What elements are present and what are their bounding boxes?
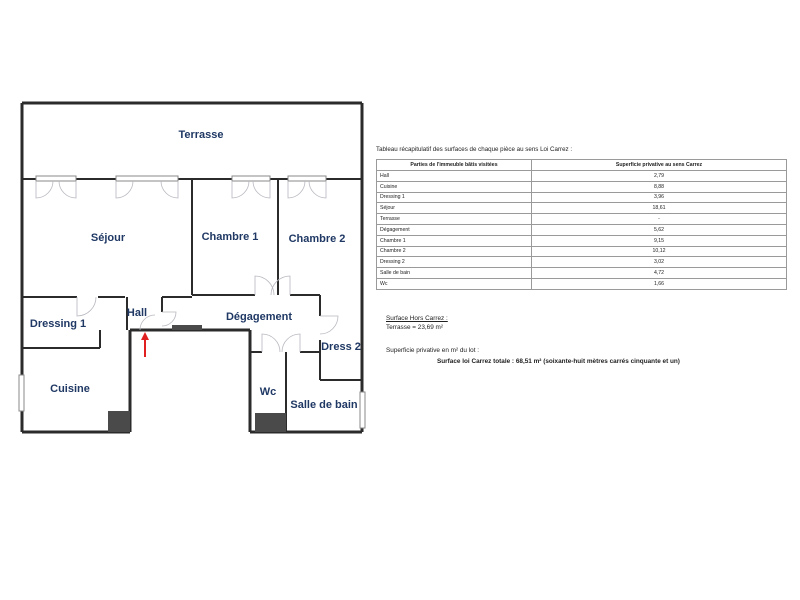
area-cell: 10,12 — [532, 246, 787, 257]
table-header-row — [377, 160, 787, 171]
table-row — [377, 235, 787, 246]
room-label-dress-2: Dress 2 — [321, 341, 361, 353]
table-row — [377, 203, 787, 214]
table-row — [377, 224, 787, 235]
column-header-rooms: Parties de l'immeuble bâtis visitées — [377, 160, 532, 171]
room-name-cell: Cuisine — [377, 181, 532, 192]
area-cell: - — [532, 214, 787, 225]
room-label-terrasse: Terrasse — [178, 129, 224, 141]
table-row — [377, 278, 787, 289]
room-name-cell: Séjour — [377, 203, 532, 214]
room-name-cell: Hall — [377, 171, 532, 182]
room-name-cell: Salle de bain — [377, 268, 532, 279]
surface-table — [376, 159, 787, 290]
room-name-cell: Dressing 2 — [377, 257, 532, 268]
room-label-degagement: Dégagement — [225, 311, 293, 323]
surface-summary — [376, 146, 796, 365]
area-cell: 4,72 — [532, 268, 787, 279]
room-label-dressing-1: Dressing 1 — [29, 318, 87, 330]
superficie-label: Superficie privative en m² du lot : — [386, 347, 480, 354]
room-label-chambre-1: Chambre 1 — [201, 231, 259, 243]
room-label-sejour: Séjour — [90, 232, 126, 244]
table-row — [377, 181, 787, 192]
total-carrez: Surface loi Carrez totale : 68,51 m² (soixante-huit mètres carrés cinquante et un) — [437, 358, 680, 365]
hors-carrez-value: Terrasse = 23,69 m² — [386, 324, 444, 331]
table-row — [377, 171, 787, 182]
table-row — [377, 246, 787, 257]
shafts — [108, 325, 286, 432]
hors-carrez-title: Surface Hors Carrez : — [386, 315, 448, 322]
table-row — [377, 192, 787, 203]
entrance-arrow-icon — [141, 332, 149, 357]
room-label-wc: Wc — [259, 386, 277, 398]
table-caption: Tableau récapitulatif des surfaces de chaque pièce au sens Loi Carrez : — [376, 146, 573, 153]
room-name-cell: Chambre 2 — [377, 246, 532, 257]
table-row — [377, 268, 787, 279]
table-row — [377, 257, 787, 268]
table-row — [377, 214, 787, 225]
floor-plan — [0, 0, 370, 440]
area-cell: 2,79 — [532, 171, 787, 182]
room-name-cell: Dressing 1 — [377, 192, 532, 203]
hors-carrez-block — [386, 314, 448, 332]
room-label-chambre-2: Chambre 2 — [288, 233, 346, 245]
area-cell: 18,61 — [532, 203, 787, 214]
area-cell: 3,02 — [532, 257, 787, 268]
room-label-salle-de-bain: Salle de bain — [290, 399, 358, 411]
room-name-cell: Terrasse — [377, 214, 532, 225]
room-label-hall: Hall — [126, 307, 148, 319]
area-cell: 8,88 — [532, 181, 787, 192]
area-cell: 3,96 — [532, 192, 787, 203]
area-cell: 5,62 — [532, 224, 787, 235]
area-cell: 9,15 — [532, 235, 787, 246]
room-name-cell: Wc — [377, 278, 532, 289]
room-label-cuisine: Cuisine — [50, 383, 90, 395]
room-name-cell: Dégagement — [377, 224, 532, 235]
column-header-area: Superficie privative au sens Carrez — [532, 160, 787, 171]
area-cell: 1,66 — [532, 278, 787, 289]
room-name-cell: Chambre 1 — [377, 235, 532, 246]
